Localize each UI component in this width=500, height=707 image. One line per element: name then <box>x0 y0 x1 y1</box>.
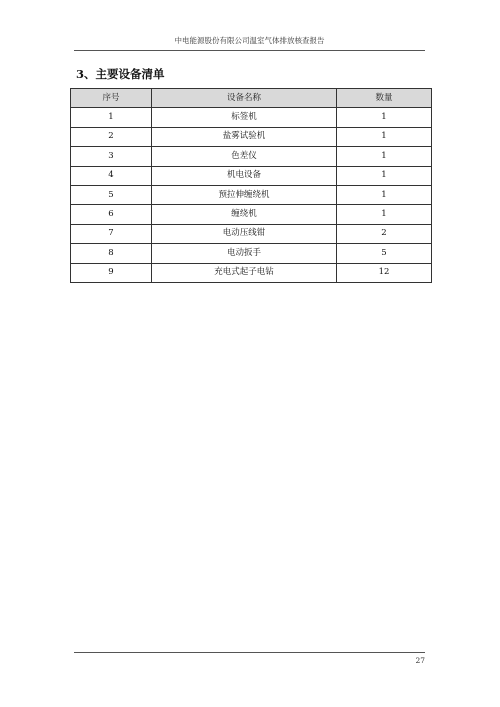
equipment-table <box>70 88 432 283</box>
cell-qty: 1 <box>337 166 432 185</box>
cell-name: 缠绕机 <box>152 205 337 224</box>
cell-qty: 1 <box>337 147 432 166</box>
table-row <box>71 127 432 146</box>
cell-no: 7 <box>71 224 152 243</box>
table-header-row <box>71 89 432 108</box>
cell-no: 8 <box>71 244 152 263</box>
cell-name: 充电式起子电钻 <box>152 263 337 282</box>
column-header-qty: 数量 <box>337 89 432 108</box>
column-header-no: 序号 <box>71 89 152 108</box>
cell-no: 2 <box>71 127 152 146</box>
page-number: 27 <box>415 656 425 665</box>
table-row <box>71 147 432 166</box>
cell-qty: 12 <box>337 263 432 282</box>
table-row <box>71 224 432 243</box>
cell-no: 6 <box>71 205 152 224</box>
cell-name: 盐雾试验机 <box>152 127 337 146</box>
column-header-name: 设备名称 <box>152 89 337 108</box>
table-row <box>71 205 432 224</box>
table-row <box>71 166 432 185</box>
cell-qty: 5 <box>337 244 432 263</box>
footer-divider <box>74 652 425 653</box>
section-title: 3、主要设备清单 <box>76 67 165 81</box>
cell-qty: 1 <box>337 185 432 204</box>
cell-name: 标签机 <box>152 108 337 127</box>
cell-qty: 2 <box>337 224 432 243</box>
cell-name: 电动压线钳 <box>152 224 337 243</box>
cell-qty: 1 <box>337 127 432 146</box>
cell-no: 1 <box>71 108 152 127</box>
cell-no: 5 <box>71 185 152 204</box>
header-title: 中电能源股份有限公司温室气体排放核查报告 <box>174 36 325 45</box>
cell-name: 预拉伸缠绕机 <box>152 185 337 204</box>
cell-name: 电动扳手 <box>152 244 337 263</box>
cell-no: 9 <box>71 263 152 282</box>
cell-name: 机电设备 <box>152 166 337 185</box>
cell-name: 色差仪 <box>152 147 337 166</box>
page-header <box>74 32 425 51</box>
table-row <box>71 108 432 127</box>
table-row <box>71 263 432 282</box>
cell-no: 4 <box>71 166 152 185</box>
cell-qty: 1 <box>337 205 432 224</box>
cell-no: 3 <box>71 147 152 166</box>
table-row <box>71 185 432 204</box>
table-row <box>71 244 432 263</box>
cell-qty: 1 <box>337 108 432 127</box>
